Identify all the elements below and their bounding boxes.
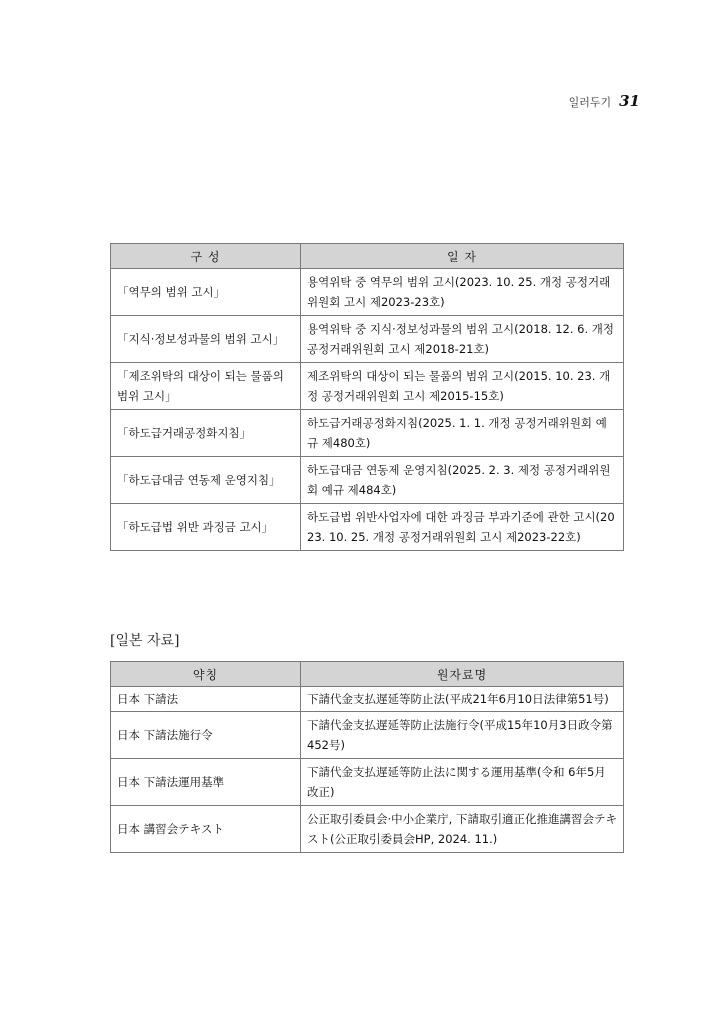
source-name: 公正取引委員会·中小企業庁, 下請取引適正化推進講習会テキスト(公正取引委員会HP, 2024. 11.) (301, 806, 624, 853)
source-name: 下請代金支払遅延等防止法(平成21年6月10日法律第51号) (301, 687, 624, 712)
regulation-name: 「역무의 범위 고시」 (111, 269, 301, 316)
table-header-row (111, 662, 624, 687)
regulation-name: 「지식·정보성과물의 범위 고시」 (111, 316, 301, 363)
regulation-detail: 용역위탁 중 역무의 범위 고시(2023. 10. 25. 개정 공정거래위원회 고시 제2023-23호) (301, 269, 624, 316)
regulation-name: 「하도급거래공정화지침」 (111, 410, 301, 457)
column-header-source-name: 원자료명 (301, 662, 624, 687)
abbreviation: 日本 講習会テキスト (111, 806, 301, 853)
section-title-japan: [일본 자료] (110, 633, 180, 649)
table-row (111, 363, 624, 410)
regulation-detail: 하도급거래공정화지침(2025. 1. 1. 개정 공정거래위원회 예규 제480호) (301, 410, 624, 457)
source-name: 下請代金支払遅延等防止法に関する運用基準(令和 6年5月 改正) (301, 759, 624, 806)
regulation-name: 「하도급법 위반 과징금 고시」 (111, 504, 301, 551)
table-row (111, 712, 624, 759)
regulation-detail: 하도급법 위반사업자에 대한 과징금 부과기준에 관한 고시(2023. 10. 25. 개정 공정거래위원회 고시 제2023-22호) (301, 504, 624, 551)
regulations-table (110, 243, 624, 551)
table-row (111, 316, 624, 363)
regulation-detail: 제조위탁의 대상이 되는 물품의 범위 고시(2015. 10. 23. 개정 공정거래위원회 고시 제2015-15호) (301, 363, 624, 410)
section-label: 일러두기 (568, 96, 612, 109)
column-header-composition: 구 성 (111, 244, 301, 269)
page-number: 31 (619, 92, 640, 110)
table-row (111, 410, 624, 457)
regulation-name: 「하도급대금 연동제 운영지침」 (111, 457, 301, 504)
page-header (569, 92, 640, 110)
table-row (111, 457, 624, 504)
table-header-row (111, 244, 624, 269)
table-row (111, 269, 624, 316)
table-row (111, 687, 624, 712)
table-row (111, 504, 624, 551)
japan-sources-table (110, 661, 624, 853)
source-name: 下請代金支払遅延等防止法施行令(平成15年10月3日政令第452号) (301, 712, 624, 759)
abbreviation: 日本 下請法施行令 (111, 712, 301, 759)
column-header-date: 일 자 (301, 244, 624, 269)
column-header-abbreviation: 약칭 (111, 662, 301, 687)
regulation-detail: 하도급대금 연동제 운영지침(2025. 2. 3. 제정 공정거래위원회 예규 제484호) (301, 457, 624, 504)
regulation-detail: 용역위탁 중 지식·정보성과물의 범위 고시(2018. 12. 6. 개정 공정거래위원회 고시 제2018-21호) (301, 316, 624, 363)
abbreviation: 日本 下請法 (111, 687, 301, 712)
abbreviation: 日本 下請法運用基準 (111, 759, 301, 806)
table-row (111, 806, 624, 853)
table-row (111, 759, 624, 806)
regulation-name: 「제조위탁의 대상이 되는 물품의 범위 고시」 (111, 363, 301, 410)
